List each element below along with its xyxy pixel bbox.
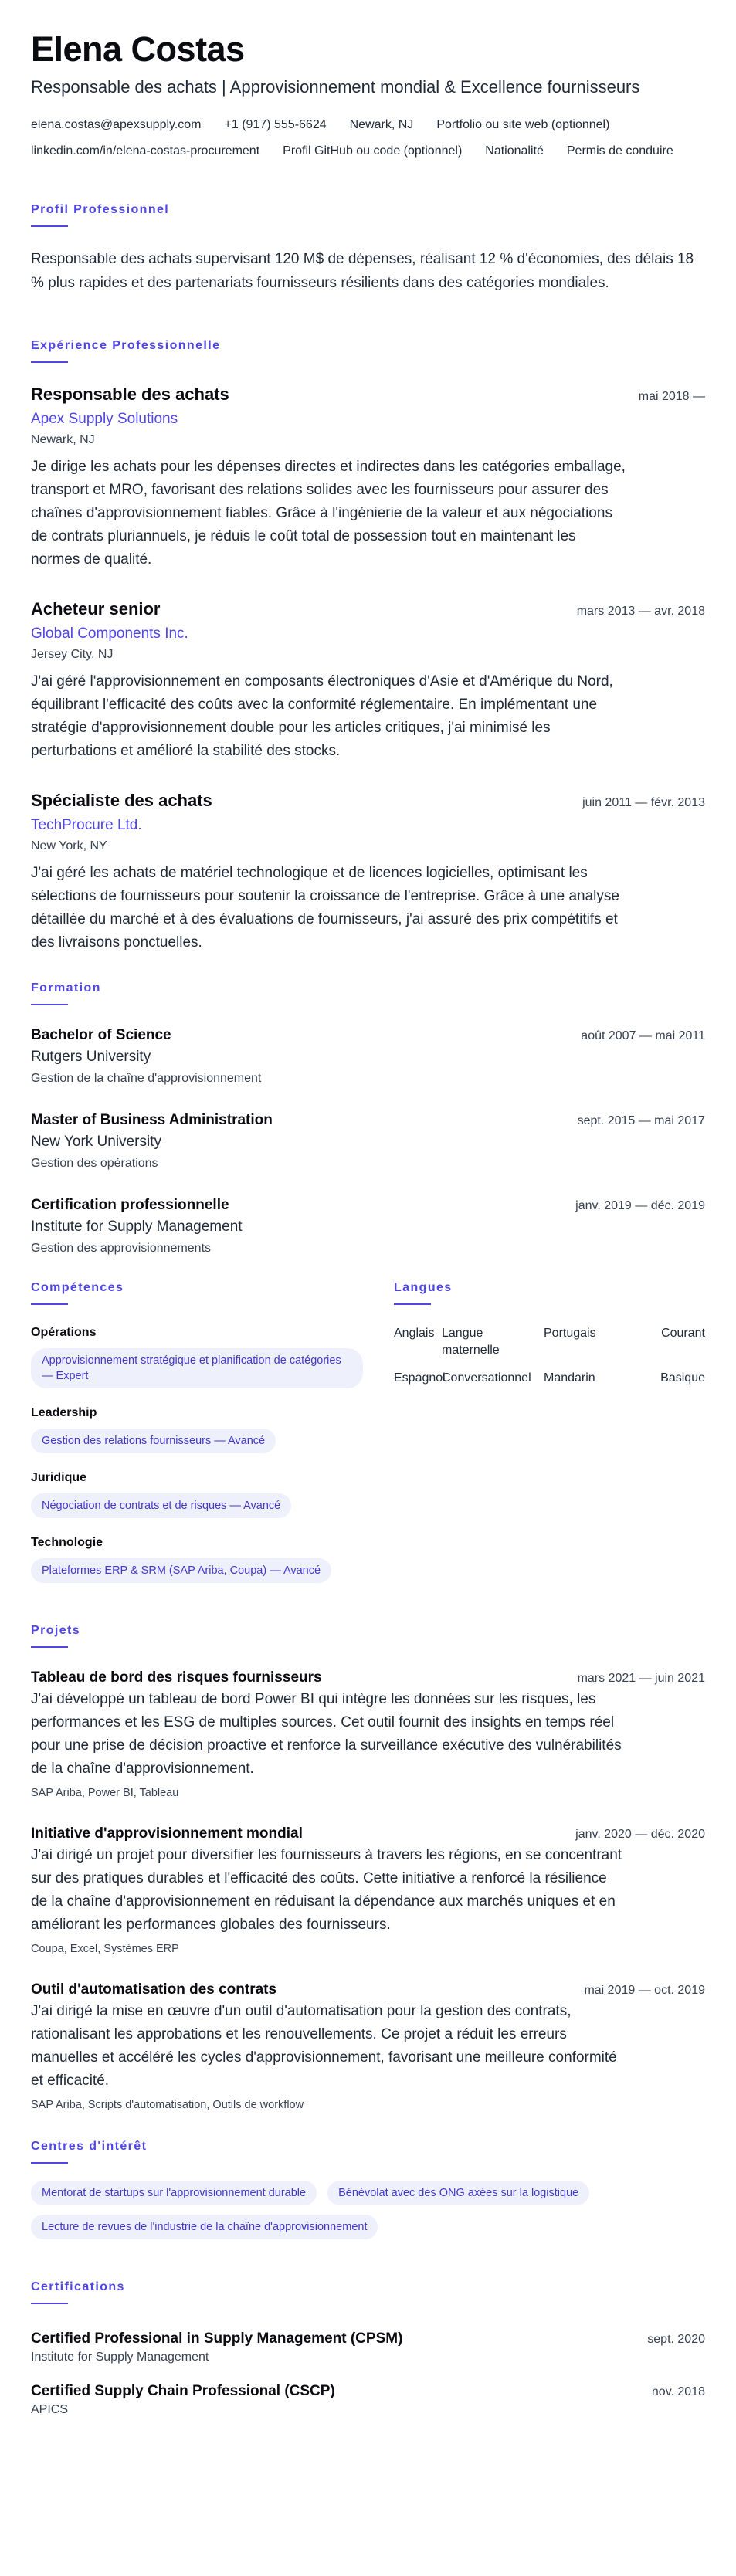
- company-name: TechProcure Ltd.: [31, 817, 142, 833]
- section-title: Compétences: [31, 1281, 124, 1294]
- section-title: Profil Professionnel: [31, 203, 170, 216]
- candidate-headline: Responsable des achats | Approvisionnement mondial & Excellence fournisseurs: [31, 77, 640, 97]
- contact-email[interactable]: elena.costas@apexsupply.com: [31, 118, 202, 131]
- certification-date: sept. 2020: [647, 2333, 705, 2346]
- section-rule: [31, 1646, 68, 1648]
- certification-name: Certified Professional in Supply Management (CPSM): [31, 2330, 403, 2347]
- certification-date: nov. 2018: [651, 2385, 705, 2398]
- project-technologies: SAP Ariba, Power BI, Tableau: [31, 1787, 179, 1799]
- project-item: [31, 1668, 705, 1801]
- section-rule: [31, 2162, 68, 2164]
- field-of-study: Gestion des approvisionnements: [31, 1242, 212, 1255]
- language-name: Portugais: [544, 1327, 596, 1340]
- field-of-study: Gestion de la chaîne d'approvisionnement: [31, 1072, 262, 1085]
- interest-tag: Mentorat de startups sur l'approvisionnement durable: [31, 2181, 317, 2205]
- degree-title: Bachelor of Science: [31, 1027, 171, 1043]
- project-title: Initiative d'approvisionnement mondial: [31, 1825, 303, 1842]
- contact-github[interactable]: Profil GitHub ou code (optionnel): [283, 144, 463, 158]
- section-title: Certifications: [31, 2280, 125, 2293]
- language-name: Mandarin: [544, 1371, 595, 1385]
- education-section: [31, 981, 705, 1257]
- experience-item: [31, 789, 705, 954]
- field-of-study: Gestion des opérations: [31, 1157, 158, 1170]
- certification-issuer: APICS: [31, 2403, 69, 2416]
- interests-section: [31, 2139, 705, 2239]
- interest-tag: Bénévolat avec des ONG axées sur la logistique: [327, 2181, 589, 2205]
- section-rule: [31, 2303, 68, 2304]
- candidate-name: Elena Costas: [31, 29, 245, 69]
- skills-column: [31, 1280, 363, 1583]
- contact-nationality: Nationalité: [485, 144, 544, 158]
- experience-item: [31, 383, 705, 571]
- skill-category: Opérations: [31, 1326, 97, 1339]
- project-description: J'ai dirigé un projet pour diversifier les fournisseurs à travers les régions, en se concentrant sur des pratiques durables et l'efficacité des coûts. Cette initiative a renforcé la résilience de la chaîne d'approvisionnement en réduisant la dépendance aux marchés uniques et en améliorant les performances globales des fournisseurs.: [31, 1847, 622, 1933]
- language-level: Conversationnel: [442, 1371, 531, 1385]
- section-rule: [31, 225, 68, 227]
- language-level: Langue maternelle: [442, 1327, 500, 1357]
- language-row: [394, 1325, 705, 1359]
- job-title: Responsable des achats: [31, 385, 229, 404]
- education-date: août 2007 — mai 2011: [581, 1029, 705, 1042]
- skill-category: Juridique: [31, 1471, 87, 1484]
- contact-linkedin[interactable]: linkedin.com/in/elena-costas-procurement: [31, 144, 260, 158]
- language-name: Espagnol: [394, 1371, 446, 1385]
- section-rule: [31, 1004, 68, 1005]
- language-level: Basique: [660, 1371, 705, 1385]
- section-title: Langues: [394, 1281, 453, 1294]
- job-date: juin 2011 — févr. 2013: [582, 796, 705, 809]
- job-date: mai 2018 —: [638, 390, 705, 403]
- company-name: Global Components Inc.: [31, 625, 188, 642]
- section-rule: [31, 361, 68, 363]
- languages-column: [394, 1280, 705, 1583]
- contact-list: [31, 117, 705, 159]
- degree-title: Master of Business Administration: [31, 1112, 273, 1128]
- interest-list: [31, 2176, 705, 2239]
- interest-tag: Lecture de revues de l'industrie de la chaîne d'approvisionnement: [31, 2215, 378, 2239]
- project-technologies: Coupa, Excel, Systèmes ERP: [31, 1943, 179, 1955]
- certification-name: Certified Supply Chain Professional (CSCP): [31, 2383, 335, 2399]
- skill-tag: Approvisionnement stratégique et planification de catégories — Expert: [31, 1348, 363, 1388]
- certifications-section: [31, 2279, 705, 2418]
- project-description: J'ai développé un tableau de bord Power BI qui intègre les données sur les risques, les performances et les ESG de multiples sources. Cet outil fournit des insights en temps réel pour une prise de décision proactive et renforce la surveillance exécutive des vulnérabilités de la chaîne d'approvisionnement.: [31, 1691, 622, 1777]
- project-item: [31, 1980, 705, 2113]
- job-date: mars 2013 — avr. 2018: [576, 605, 705, 618]
- project-title: Outil d'automatisation des contrats: [31, 1981, 277, 1998]
- school-name: Institute for Supply Management: [31, 1219, 243, 1235]
- contact-phone[interactable]: +1 (917) 555-6624: [224, 118, 327, 131]
- education-item: [31, 1110, 705, 1172]
- section-title: Expérience Professionnelle: [31, 339, 221, 352]
- project-description: J'ai dirigé la mise en œuvre d'un outil d'automatisation pour la gestion des contrats, rationalisant les approbations et les renouvellements. Ce projet a réduit les erreurs manuelles et accéléré les cycles d'approvisionnement, favorisant une meilleure conformité et efficacité.: [31, 2003, 617, 2089]
- project-date: mai 2019 — oct. 2019: [584, 1984, 705, 1997]
- job-description: J'ai géré l'approvisionnement en composants électroniques d'Asie et d'Amérique du Nord, équilibrant l'efficacité des coûts avec la conformité réglementaire. En implémentant une stratégie d'approvisionnement double pour les articles critiques, j'ai minimisé les perturbations et amélioré la stabilité des stocks.: [31, 673, 613, 759]
- skill-category: Technologie: [31, 1536, 103, 1549]
- project-date: mars 2021 — juin 2021: [577, 1672, 705, 1685]
- skills-languages-section: [31, 1280, 705, 1583]
- experience-item: [31, 598, 705, 763]
- section-rule: [31, 1303, 68, 1305]
- certification-issuer: Institute for Supply Management: [31, 2351, 209, 2364]
- profile-section: [31, 202, 705, 295]
- skill-tag: Négociation de contrats et de risques — Avancé: [31, 1493, 291, 1518]
- job-title: Spécialiste des achats: [31, 791, 212, 810]
- experience-section: [31, 338, 705, 954]
- section-rule: [394, 1303, 431, 1305]
- company-name: Apex Supply Solutions: [31, 411, 178, 427]
- project-date: janv. 2020 — déc. 2020: [575, 1828, 705, 1841]
- education-date: janv. 2019 — déc. 2019: [575, 1199, 705, 1212]
- certification-item: [31, 2329, 705, 2366]
- education-item: [31, 1025, 705, 1087]
- section-title: Projets: [31, 1624, 81, 1637]
- section-title: Centres d'intérêt: [31, 2140, 148, 2153]
- job-title: Acheteur senior: [31, 599, 161, 619]
- resume-header: [31, 29, 705, 159]
- skill-tag: Plateformes ERP & SRM (SAP Ariba, Coupa) — Avancé: [31, 1558, 331, 1583]
- certification-item: [31, 2381, 705, 2418]
- degree-title: Certification professionnelle: [31, 1197, 229, 1213]
- job-description: Je dirige les achats pour les dépenses directes et indirectes dans les catégories emballage, transport et MRO, favorisant des relations solides avec les fournisseurs pour assurer des chaînes d'approvisionnement fiables. Grâce à l'ingénierie de la valeur et aux négociations de contrats pluriannuels, je réduis le coût total de possession tout en maintenant les normes de qualité.: [31, 459, 626, 568]
- job-location: Jersey City, NJ: [31, 648, 114, 661]
- contact-location: Newark, NJ: [349, 118, 414, 131]
- job-location: Newark, NJ: [31, 433, 95, 446]
- education-item: [31, 1195, 705, 1257]
- job-location: New York, NY: [31, 839, 107, 852]
- profile-summary: Responsable des achats supervisant 120 M$ de dépenses, réalisant 12 % d'économies, des délais 18 % plus rapides et des partenariats fournisseurs résilients dans des catégories mondiales.: [31, 251, 694, 291]
- education-date: sept. 2015 — mai 2017: [577, 1114, 705, 1127]
- school-name: Rutgers University: [31, 1049, 151, 1065]
- projects-section: [31, 1623, 705, 2113]
- school-name: New York University: [31, 1134, 161, 1150]
- contact-portfolio[interactable]: Portfolio ou site web (optionnel): [436, 118, 610, 131]
- project-title: Tableau de bord des risques fournisseurs: [31, 1669, 322, 1686]
- skill-tag: Gestion des relations fournisseurs — Avancé: [31, 1429, 276, 1453]
- skill-category: Leadership: [31, 1406, 97, 1419]
- section-title: Formation: [31, 981, 101, 995]
- job-description: J'ai géré les achats de matériel technologique et de licences logicielles, optimisant les sélections de fournisseurs pour soutenir la croissance de l'entreprise. Grâce à une analyse détaillée du marché et à des évaluations de fournisseurs, j'ai assuré des prix compétitifs et des livraisons ponctuelles.: [31, 865, 619, 951]
- language-row: [394, 1370, 705, 1387]
- project-item: [31, 1824, 705, 1957]
- contact-license: Permis de conduire: [566, 144, 673, 158]
- project-technologies: SAP Ariba, Scripts d'automatisation, Outils de workflow: [31, 2099, 304, 2111]
- language-name: Anglais: [394, 1327, 435, 1340]
- language-level: Courant: [661, 1327, 705, 1340]
